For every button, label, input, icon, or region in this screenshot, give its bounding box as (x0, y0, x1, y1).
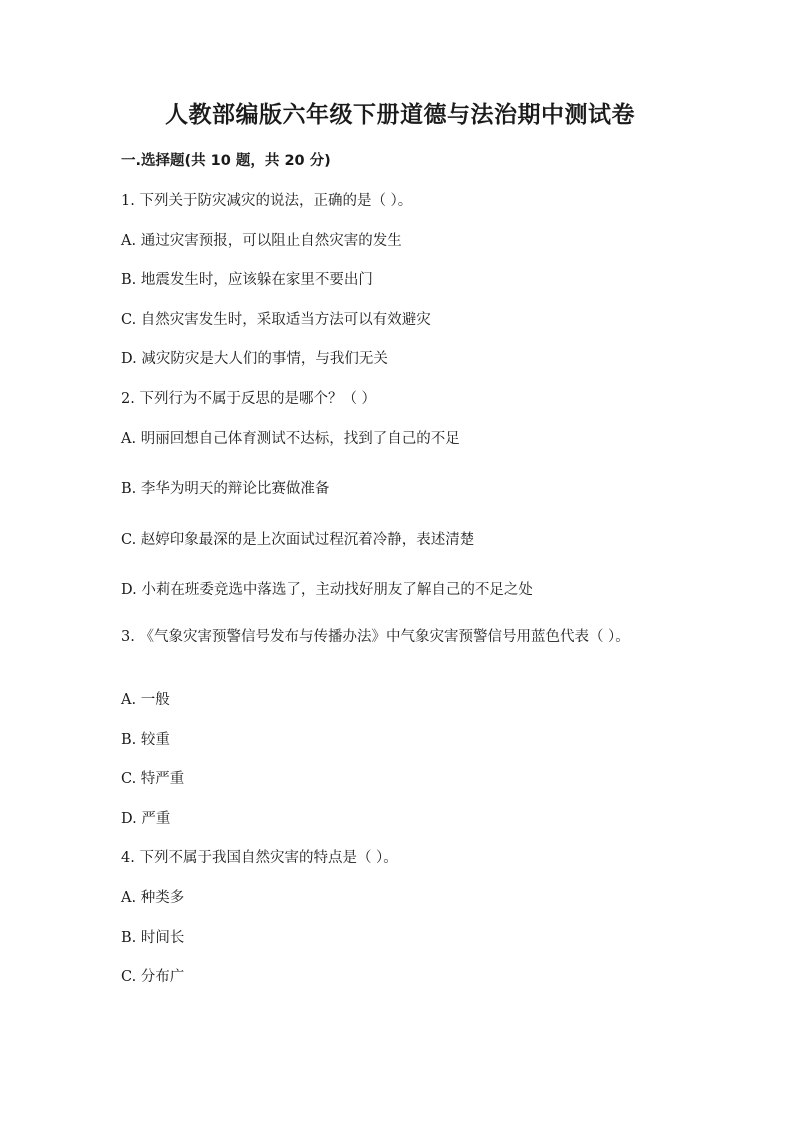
section-heading: 一.选择题(共 10 题，共 20 分) (121, 153, 331, 169)
question-2-option-c: C. 赵婷印象最深的是上次面试过程沉着冷静，表述清楚 (121, 532, 475, 548)
question-2-stem: 2. 下列行为不属于反思的是哪个？（ ） (121, 391, 377, 407)
question-3-option-b: B. 较重 (121, 732, 170, 748)
question-2-option-d: D. 小莉在班委竞选中落选了，主动找好朋友了解自己的不足之处 (121, 582, 533, 598)
question-4-stem: 4. 下列不属于我国自然灾害的特点是（ ）。 (121, 850, 398, 866)
question-1-option-c: C. 自然灾害发生时，采取适当方法可以有效避灾 (121, 312, 431, 328)
question-1-option-a: A. 通过灾害预报，可以阻止自然灾害的发生 (121, 233, 402, 249)
question-1-stem: 1. 下列关于防灾减灾的说法，正确的是（ ）。 (121, 193, 413, 209)
question-1-option-b: B. 地震发生时，应该躲在家里不要出门 (121, 272, 373, 288)
question-4-option-a: A. 种类多 (121, 890, 185, 906)
question-3-option-d: D. 严重 (121, 811, 171, 827)
question-2-option-a: A. 明丽回想自己体育测试不达标，找到了自己的不足 (121, 431, 460, 447)
question-4-option-b: B. 时间长 (121, 930, 185, 946)
question-2-option-b: B. 李华为明天的辩论比赛做准备 (121, 481, 330, 497)
question-3-stem: 3. 《气象灾害预警信号发布与传播办法》中气象灾害预警信号用蓝色代表（ ）。 (121, 629, 630, 645)
exam-title: 人教部编版六年级下册道德与法治期中测试卷 (165, 102, 635, 128)
question-4-option-c: C. 分布广 (121, 969, 185, 985)
question-3-option-c: C. 特严重 (121, 771, 185, 787)
question-3-option-a: A. 一般 (121, 692, 170, 708)
question-1-option-d: D. 减灾防灾是大人们的事情，与我们无关 (121, 351, 388, 367)
